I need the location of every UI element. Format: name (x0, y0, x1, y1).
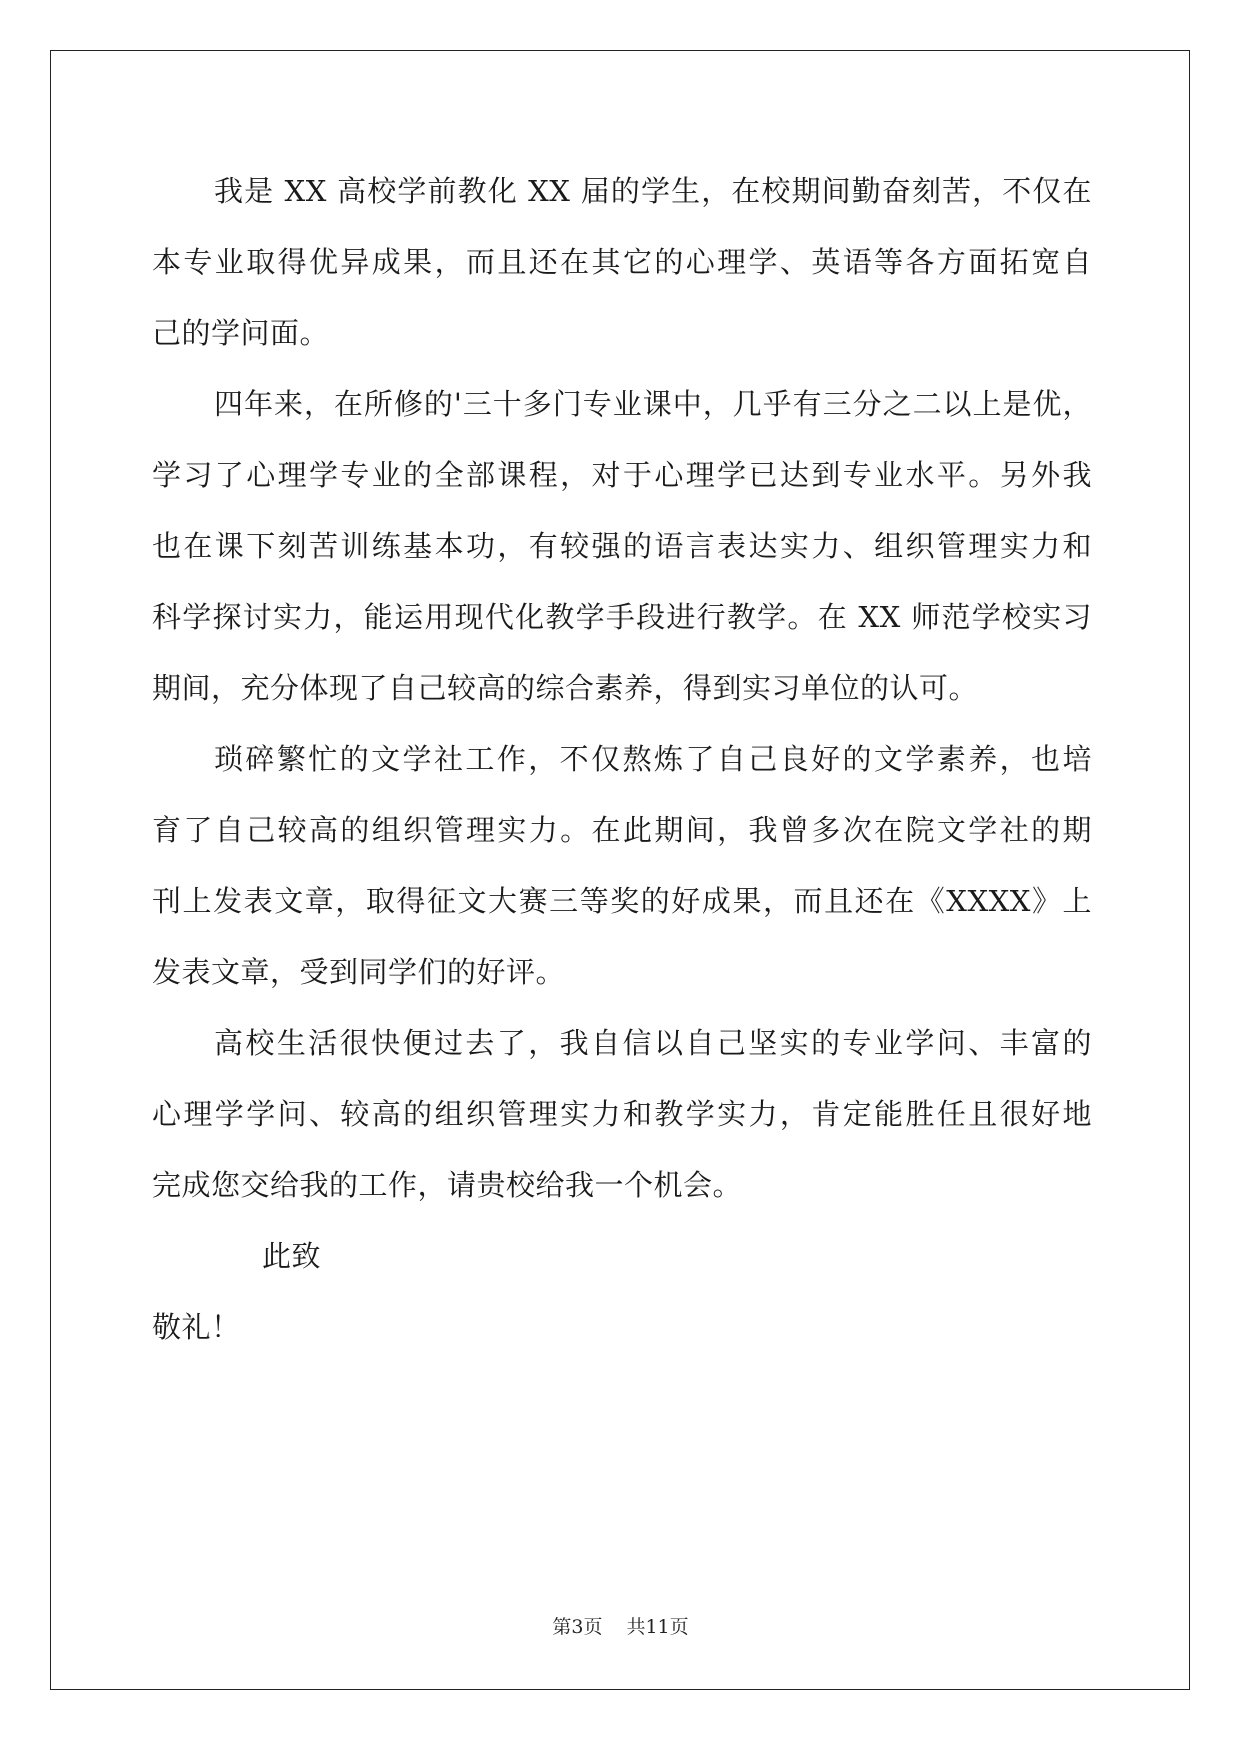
salutation: 敬礼！ (152, 1310, 241, 1344)
paragraph-4-line-3: 完成您交给我的工作，请贵校给我一个机会。 (152, 1168, 743, 1202)
closing-phrase: 此致 (262, 1239, 322, 1273)
paragraph-1-line-1: 我是 XX 高校学前教化 XX 届的学生，在校期间勤奋刻苦，不仅在 (214, 174, 1092, 208)
paragraph-4-line-1: 高校生活很快便过去了，我自信以自己坚实的专业学问、丰富的 (214, 1026, 1092, 1060)
page-frame (50, 50, 1190, 1690)
paragraph-3-line-1: 琐碎繁忙的文学社工作，不仅熬炼了自己良好的文学素养，也培 (214, 742, 1092, 776)
paragraph-1-line-2: 本专业取得优异成果，而且还在其它的心理学、英语等各方面拓宽自 (152, 245, 1092, 279)
paragraph-3-line-3: 刊上发表文章，取得征文大赛三等奖的好成果，而且还在《XXXX》上 (152, 884, 1092, 918)
total-pages-label: 共11页 (626, 1616, 689, 1638)
paragraph-1-line-3: 己的学问面。 (152, 316, 330, 350)
paragraph-4-line-2: 心理学学问、较高的组织管理实力和教学实力，肯定能胜任且很好地 (152, 1097, 1092, 1131)
paragraph-2-line-2: 学习了心理学专业的全部课程，对于心理学已达到专业水平。另外我 (152, 458, 1092, 492)
paragraph-3-line-2: 育了自己较高的组织管理实力。在此期间，我曾多次在院文学社的期 (152, 813, 1092, 847)
paragraph-2-line-5: 期间，充分体现了自己较高的综合素养，得到实习单位的认可。 (152, 671, 979, 705)
paragraph-3-line-4: 发表文章，受到同学们的好评。 (152, 955, 566, 989)
paragraph-2-line-3: 也在课下刻苦训练基本功，有较强的语言表达实力、组织管理实力和 (152, 529, 1092, 563)
paragraph-2-line-1: 四年来，在所修的'三十多门专业课中，几乎有三分之二以上是优， (214, 387, 1092, 421)
page-footer (0, 1612, 1241, 1639)
paragraph-2-line-4: 科学探讨实力，能运用现代化教学手段进行教学。在 XX 师范学校实习 (152, 600, 1092, 634)
current-page-label: 第3页 (552, 1616, 603, 1638)
